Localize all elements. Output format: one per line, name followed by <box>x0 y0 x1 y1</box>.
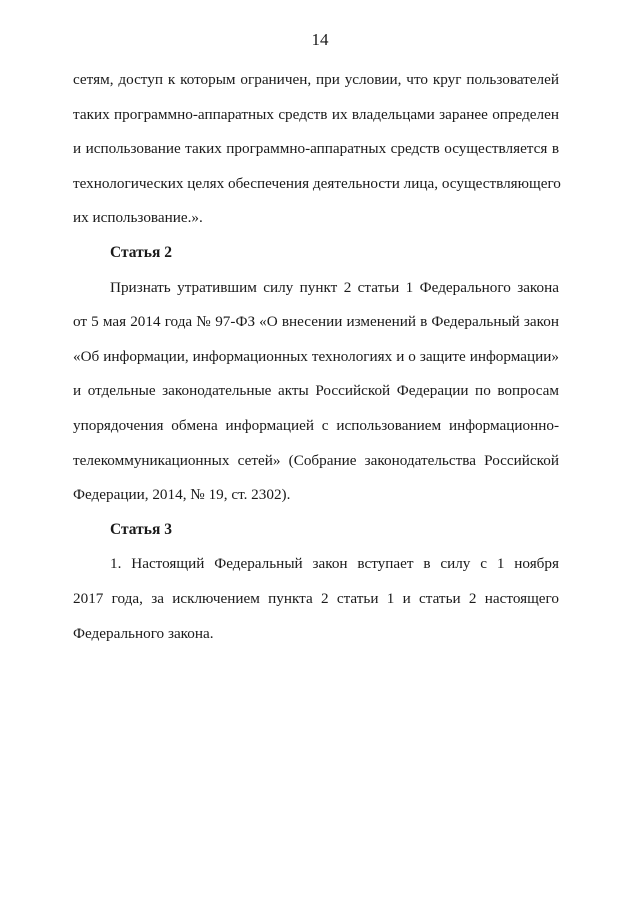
text-line: таких программно-аппаратных средств их владельцами заранее определен <box>73 105 559 123</box>
text-line: и использование таких программно-аппаратных средств осуществляется в <box>73 140 559 158</box>
article-2-heading: Статья 2 <box>110 243 172 261</box>
article-2-paragraph <box>73 271 559 513</box>
document-body <box>73 63 559 651</box>
text-line: технологических целях обеспечения деятельности лица, осуществляющего <box>73 174 561 192</box>
text-line: их использование.». <box>73 209 203 227</box>
text-line: и отдельные законодательные акты Российской Федерации по вопросам <box>73 382 559 400</box>
text-line: сетям, доступ к которым ограничен, при условии, что круг пользователей <box>73 71 559 88</box>
article-3-heading: Статья 3 <box>110 520 172 538</box>
text-line: 2017 года, за исключением пункта 2 статьи 1 и статьи 2 настоящего <box>73 589 559 607</box>
text-line: Федерации, 2014, № 19, ст. 2302). <box>73 486 291 504</box>
article-3-paragraph <box>73 547 559 651</box>
page-number: 14 <box>311 30 329 49</box>
text-line: упорядочения обмена информацией с использованием информационно- <box>73 416 559 434</box>
text-line: Признать утратившим силу пункт 2 статьи 1 Федерального закона <box>110 278 559 296</box>
text-line: 1. Настоящий Федеральный закон вступает в силу с 1 ноября <box>110 555 559 573</box>
text-line: телекоммуникационных сетей» (Собрание законодательства Российской <box>73 451 559 469</box>
continuation-paragraph <box>73 63 559 236</box>
text-line: Федерального закона. <box>73 624 214 642</box>
text-line: «Об информации, информационных технологиях и о защите информации» <box>73 347 559 365</box>
text-line: от 5 мая 2014 года № 97-ФЗ «О внесении изменений в Федеральный закон <box>73 313 559 331</box>
